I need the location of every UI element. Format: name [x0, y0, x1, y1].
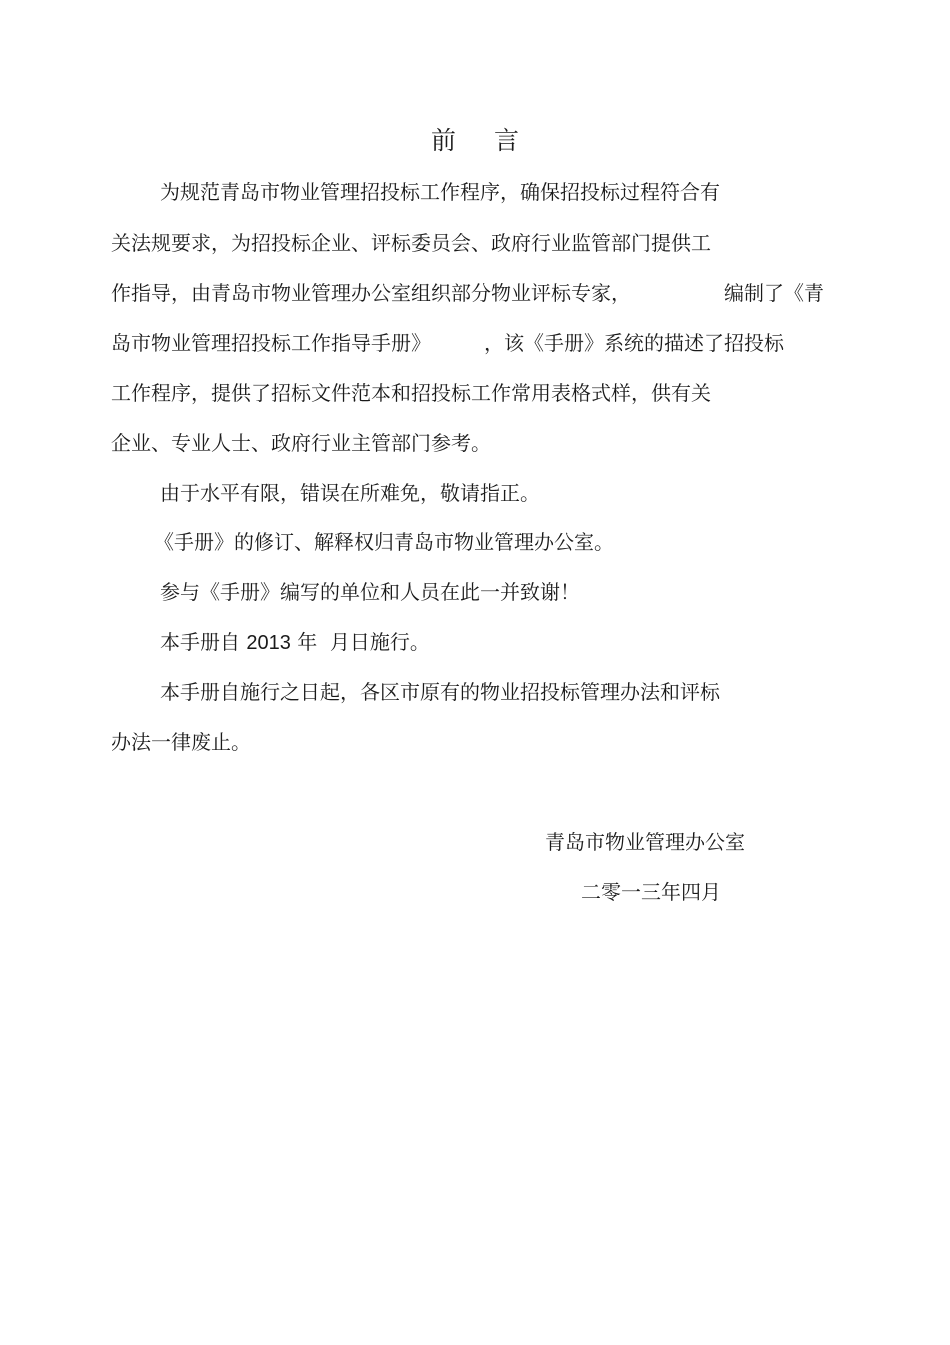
- paragraph5-suffix: 年 月日施行。: [297, 630, 430, 654]
- paragraph1-line4b: ，该《手册》系统的描述了招投标: [484, 331, 784, 355]
- paragraph1-line4a: 岛市物业管理招投标工作指导手册》: [111, 331, 431, 355]
- paragraph6-line2: 办法一律废止。: [111, 730, 251, 754]
- paragraph1-line3b: 编制了《青: [724, 281, 824, 305]
- paragraph1-line2: 关法规要求，为招投标企业、评标委员会、政府行业监管部门提供工: [111, 231, 711, 255]
- paragraph1-line5: 工作程序，提供了招标文件范本和招投标工作常用表格式样，供有关: [111, 381, 711, 405]
- paragraph1-line3a: 作指导，由青岛市物业管理办公室组织部分物业评标专家，: [111, 281, 631, 305]
- paragraph5-prefix: 本手册自: [160, 630, 240, 654]
- paragraph1-line1: 为规范青岛市物业管理招投标工作程序，确保招投标过程符合有: [160, 180, 720, 204]
- paragraph4: 参与《手册》编写的单位和人员在此一并致谢！: [160, 580, 580, 604]
- page-title: 前言: [430, 126, 557, 155]
- paragraph6-line1: 本手册自施行之日起，各区市原有的物业招投标管理办法和评标: [160, 680, 720, 704]
- paragraph5-year: 2013: [246, 632, 291, 654]
- signature-organization: 青岛市物业管理办公室: [545, 830, 745, 854]
- paragraph2: 由于水平有限，错误在所难免，敬请指正。: [160, 481, 540, 505]
- paragraph1-line6: 企业、专业人士、政府行业主管部门参考。: [111, 431, 491, 455]
- signature-date: 二零一三年四月: [581, 880, 721, 904]
- paragraph5: [160, 628, 430, 657]
- paragraph3: 《手册》的修订、解释权归青岛市物业管理办公室。: [154, 530, 614, 554]
